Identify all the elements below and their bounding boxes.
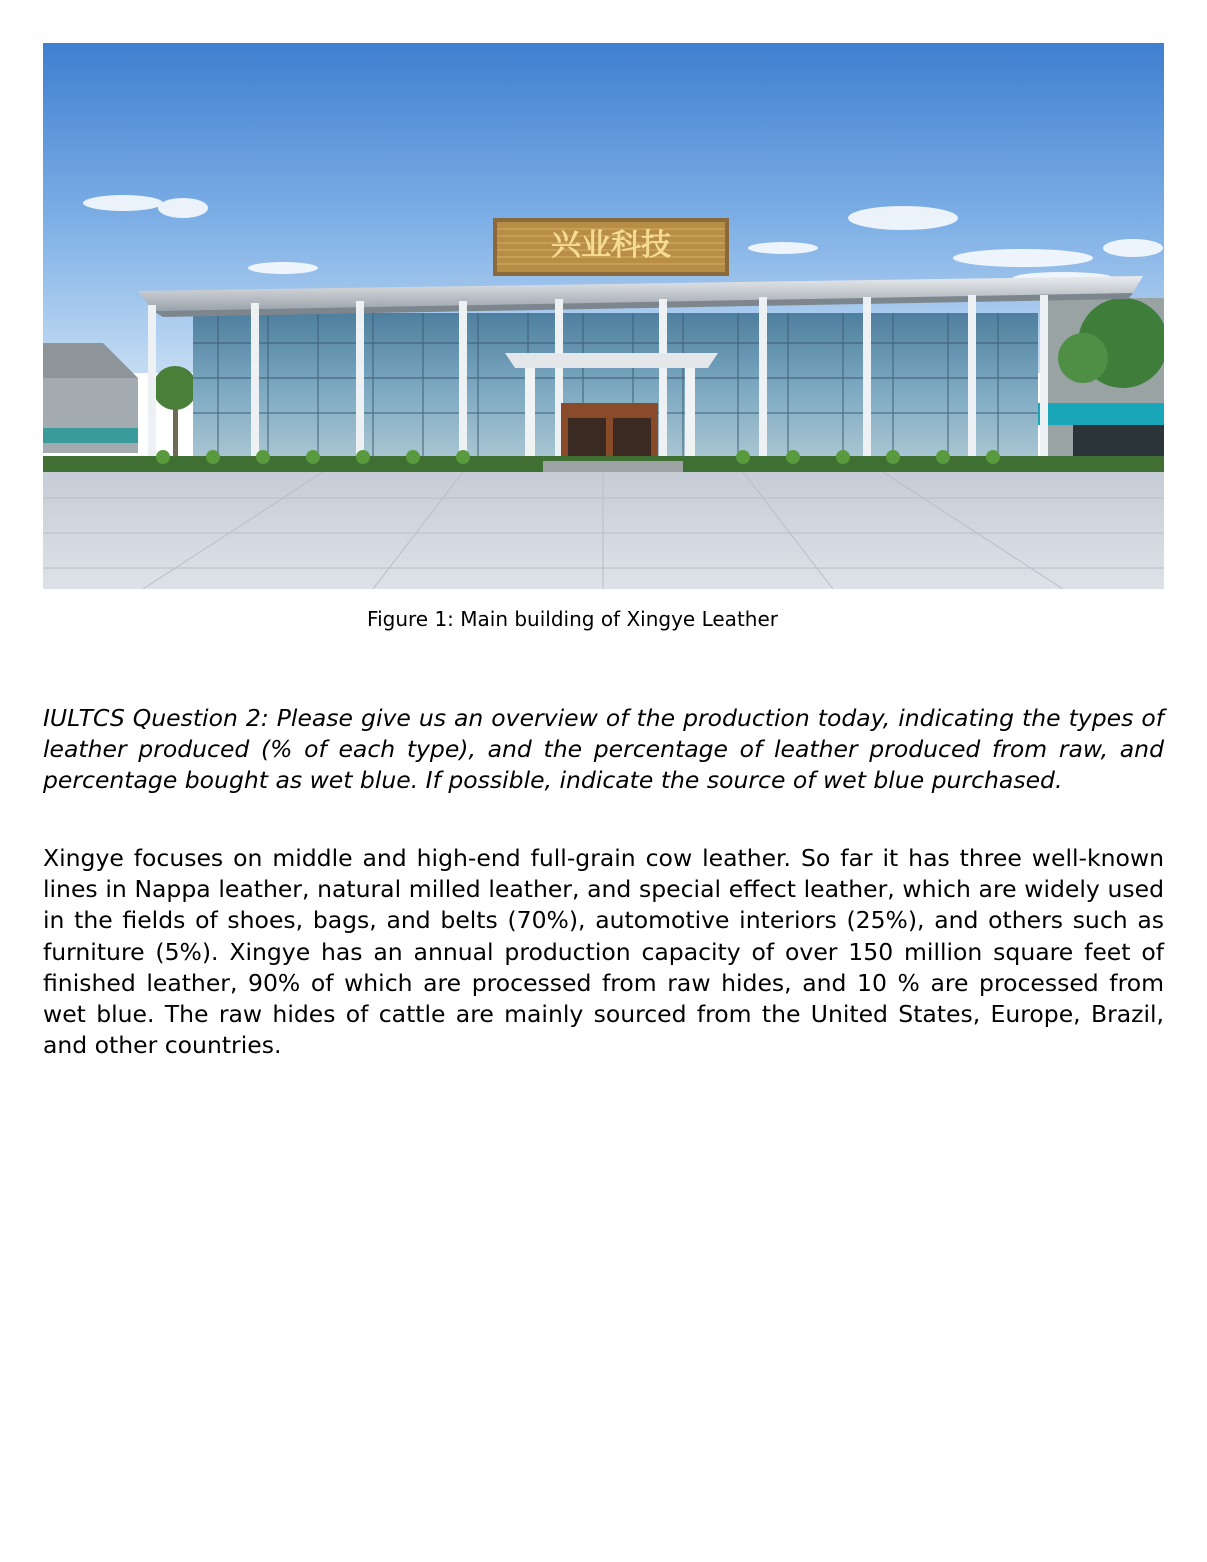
palm-tree xyxy=(153,366,197,410)
entrance-portico xyxy=(505,353,718,368)
entrance-steps xyxy=(543,461,683,472)
building-photo xyxy=(43,43,1164,589)
rooftop-sign-text: 兴业科技 xyxy=(551,228,671,263)
answer-text: Xingye focuses on middle and high-end full-grain cow leather. So far it has three well-known lines in Nappa leather, natural milled leather, and special effect leather, which are widely used in the fields of shoes, bags, and belts (70%), automotive interiors (25%), and others such as furniture (5%). Xingye has an annual production capacity of over 150 million square feet of finished leather, 90% of which are processed from raw hides, and 10 % are processed from wet blue. The raw hides of cattle are mainly sourced from the United States, Europe, Brazil, and other countries. xyxy=(43,844,1164,1060)
question-text: IULTCS Question 2: Please give us an overview of the production today, indicating the types of leather produced (% of each type), and the percentage of leather produced from raw, and percentage bought as wet blue. If possible, indicate the source of wet blue purchased. xyxy=(43,704,1164,794)
figure-caption: Figure 1: Main building of Xingye Leather xyxy=(367,607,778,631)
